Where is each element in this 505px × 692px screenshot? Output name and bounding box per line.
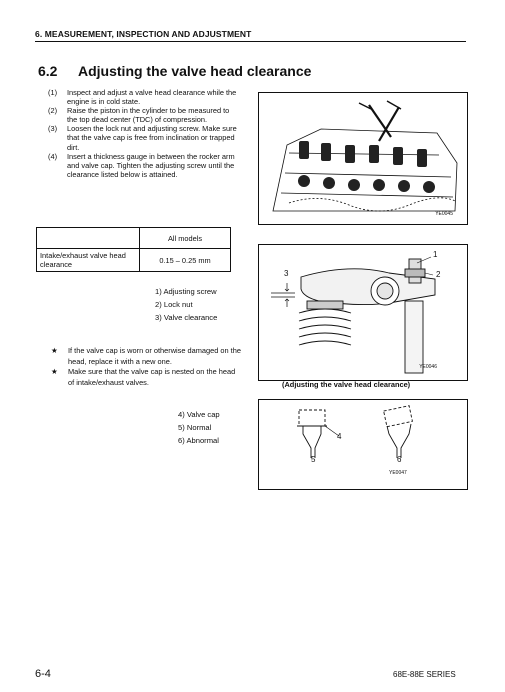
procedure-steps: [48, 88, 240, 179]
note-text: If the valve cap is worn or otherwise damaged on the head, replace it with a new one.: [68, 346, 241, 366]
engine-head-figure: [258, 92, 468, 225]
star-icon: ★: [51, 367, 58, 376]
star-icon: ★: [51, 346, 58, 355]
step-1: [48, 88, 240, 106]
table-corner-cell: [37, 228, 140, 249]
clearance-spec-table: [36, 227, 231, 272]
figure-code: YE0045: [435, 211, 453, 217]
label-6: 6: [397, 455, 402, 464]
section-header: 6. MEASUREMENT, INSPECTION AND ADJUSTMENT: [35, 29, 252, 39]
legend-item: 4) Valve cap: [178, 410, 220, 419]
step-4: [48, 152, 240, 179]
rocker-arm-illustration: [259, 245, 467, 380]
rocker-arm-figure: [258, 244, 468, 381]
step-text: Inspect and adjust a valve head clearance while the engine is in cold state.: [67, 88, 237, 107]
step-text: Loosen the lock nut and adjusting screw. Make sure that the valve cap is free from inclination or trapped dirt.: [67, 124, 237, 152]
table-header-cell: All models: [140, 228, 231, 249]
page-number: 6-4: [35, 668, 51, 680]
note-1: [51, 346, 241, 367]
legend-item: 6) Abnormal: [178, 436, 219, 445]
legend-item: 1) Adjusting screw: [155, 287, 217, 296]
step-number: (2): [48, 106, 58, 116]
section-number: 6.2: [38, 63, 58, 79]
figure-caption: (Adjusting the valve head clearance): [282, 380, 411, 389]
label-4: 4: [337, 432, 342, 441]
series-label: 68E-88E SERIES: [393, 670, 456, 679]
valve-cap-illustration: [259, 400, 467, 489]
page-title: Adjusting the valve head clearance: [78, 63, 312, 79]
step-text: Raise the piston in the cylinder to be measured to the top dead center (TDC) of compression.: [67, 106, 230, 125]
label-5: 5: [311, 455, 316, 464]
step-2: [48, 106, 240, 124]
legend-fig3: [178, 408, 220, 447]
notes: [51, 346, 241, 388]
valve-cap-figure: [258, 399, 468, 490]
step-3: [48, 124, 240, 151]
step-text: Insert a thickness gauge in between the rocker arm and valve cap. Tighten the adjusting screw until the clearance listed below is attained.: [67, 151, 235, 179]
table-row-label: Intake/exhaust valve head clearance: [37, 249, 140, 272]
label-1: 1: [433, 250, 438, 259]
figure-code: YE0046: [419, 364, 437, 370]
step-number: (4): [48, 151, 58, 161]
step-number: (3): [48, 124, 58, 134]
step-number: (1): [48, 88, 58, 97]
legend-item: 2) Lock nut: [155, 300, 193, 309]
engine-head-illustration: [259, 93, 467, 224]
figure-code: YE0047: [389, 470, 407, 476]
label-3: 3: [284, 269, 289, 278]
label-2: 2: [436, 270, 441, 279]
note-text: Make sure that the valve cap is nested on the head of intake/exhaust valves.: [68, 367, 236, 387]
table-row-value: 0.15 – 0.25 mm: [140, 249, 231, 272]
legend-item: 5) Normal: [178, 423, 212, 432]
legend-fig2: [155, 285, 217, 324]
note-2: [51, 367, 241, 388]
header-rule: [35, 41, 466, 42]
legend-item: 3) Valve clearance: [155, 313, 218, 322]
